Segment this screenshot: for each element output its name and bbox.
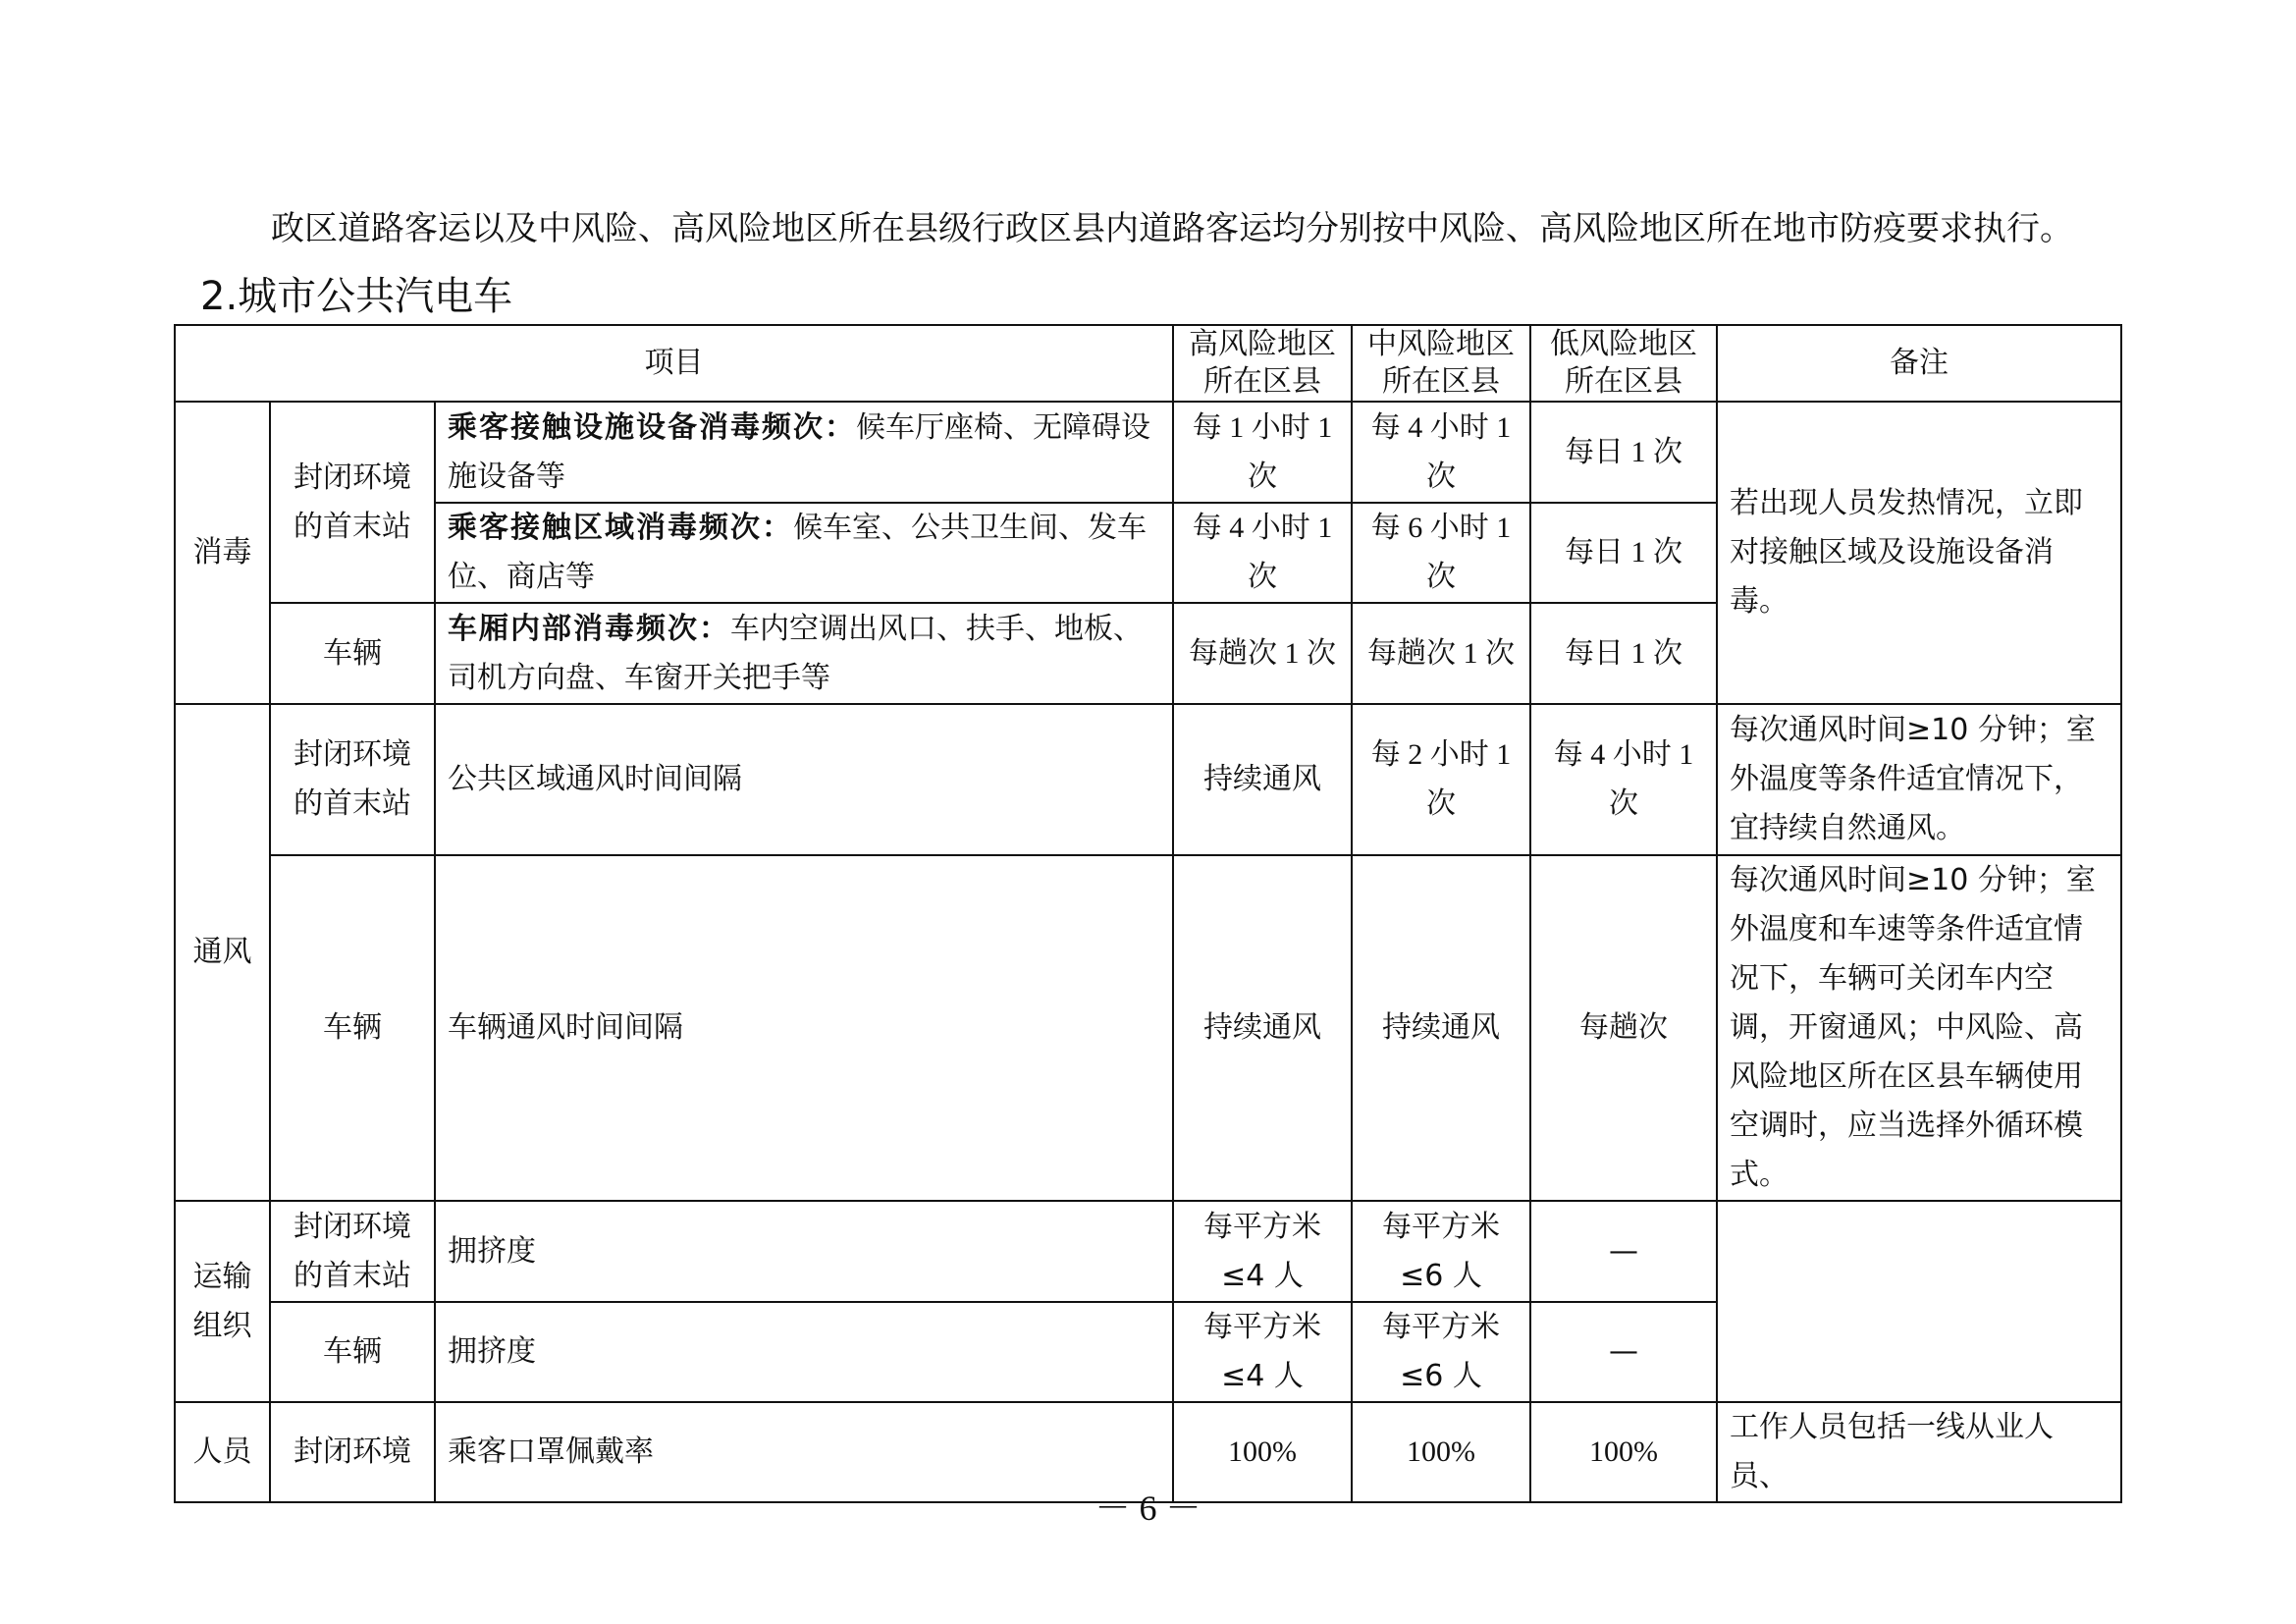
mid-cell: 持续通风 <box>1352 855 1530 1201</box>
low-cell: 每日 1 次 <box>1530 402 1717 503</box>
high-cell: 每 4 小时 1 次 <box>1173 503 1352 603</box>
section-title: 2.城市公共汽电车 <box>200 274 513 319</box>
table-row <box>175 704 2121 855</box>
low-cell: 每日 1 次 <box>1530 503 1717 603</box>
low-cell: 每趟次 <box>1530 855 1717 1201</box>
item-bold-label: 车厢内部消毒频次： <box>448 611 730 646</box>
table-row <box>175 855 2121 1201</box>
category-ventilation: 通风 <box>175 704 270 1201</box>
mid-cell: 每趟次 1 次 <box>1352 603 1530 704</box>
header-low: 低风险地区所在区县 <box>1530 325 1717 402</box>
header-mid: 中风险地区所在区县 <box>1352 325 1530 402</box>
mid-cell: 每 6 小时 1 次 <box>1352 503 1530 603</box>
location-cell: 封闭环境的首末站 <box>270 1201 435 1302</box>
item-bold-label: 乘客接触区域消毒频次： <box>448 511 793 545</box>
high-cell: 每平方米≤4 人 <box>1173 1302 1352 1402</box>
item-bold-label: 乘客接触设施设备消毒频次： <box>448 409 856 445</box>
header-note: 备注 <box>1717 325 2121 402</box>
high-cell: 每趟次 1 次 <box>1173 603 1352 704</box>
page-number: － 6 － <box>1095 1489 1201 1528</box>
high-cell: 每平方米≤4 人 <box>1173 1201 1352 1302</box>
table-row <box>175 402 2121 503</box>
table-row <box>175 1201 2121 1302</box>
note-cell: 工作人员包括一线从业人员、 <box>1717 1402 2121 1502</box>
bus-epidemic-table <box>174 324 2122 1503</box>
category-disinfect: 消毒 <box>175 402 270 704</box>
low-cell: — <box>1530 1201 1717 1302</box>
item-cell: 拥挤度 <box>435 1201 1173 1302</box>
item-cell: 车辆通风时间间隔 <box>435 855 1173 1201</box>
mid-cell: 每 2 小时 1 次 <box>1352 704 1530 855</box>
item-cell <box>435 603 1173 704</box>
item-text: 候车厅座椅、无障碍设施设备等 <box>448 409 1150 494</box>
mid-cell: 每 4 小时 1 次 <box>1352 402 1530 503</box>
location-cell: 车辆 <box>270 1302 435 1402</box>
item-cell: 乘客口罩佩戴率 <box>435 1402 1173 1502</box>
mid-cell: 100% <box>1352 1402 1530 1502</box>
item-text: 候车室、公共卫生间、发车位、商店等 <box>448 511 1147 594</box>
high-cell: 持续通风 <box>1173 855 1352 1201</box>
category-transport: 运输组织 <box>175 1201 270 1402</box>
location-cell: 封闭环境 <box>270 1402 435 1502</box>
note-cell <box>1717 1201 2121 1402</box>
intro-paragraph: 政区道路客运以及中风险、高风险地区所在县级行政区县内道路客运均分别按中风险、高风险地区所在地市防疫要求执行。 <box>271 209 2073 248</box>
mid-cell: 每平方米≤6 人 <box>1352 1201 1530 1302</box>
item-cell <box>435 503 1173 603</box>
location-cell: 车辆 <box>270 603 435 704</box>
low-cell: 100% <box>1530 1402 1717 1502</box>
location-cell: 封闭环境的首末站 <box>270 402 435 603</box>
high-cell: 每 1 小时 1 次 <box>1173 402 1352 503</box>
item-text: 车内空调出风口、扶手、地板、司机方向盘、车窗开关把手等 <box>448 611 1143 695</box>
note-cell: 若出现人员发热情况，立即对接触区域及设施设备消毒。 <box>1717 402 2121 704</box>
header-item: 项目 <box>175 325 1173 402</box>
high-cell: 100% <box>1173 1402 1352 1502</box>
low-cell: 每日 1 次 <box>1530 603 1717 704</box>
mid-cell: 每平方米≤6 人 <box>1352 1302 1530 1402</box>
header-high: 高风险地区所在区县 <box>1173 325 1352 402</box>
low-cell: — <box>1530 1302 1717 1402</box>
high-cell: 持续通风 <box>1173 704 1352 855</box>
item-cell: 公共区域通风时间间隔 <box>435 704 1173 855</box>
header-row <box>175 325 2121 402</box>
item-cell: 拥挤度 <box>435 1302 1173 1402</box>
category-personnel: 人员 <box>175 1402 270 1502</box>
low-cell: 每 4 小时 1 次 <box>1530 704 1717 855</box>
location-cell: 封闭环境的首末站 <box>270 704 435 855</box>
item-cell <box>435 402 1173 503</box>
location-cell: 车辆 <box>270 855 435 1201</box>
note-cell: 每次通风时间≥10 分钟；室外温度等条件适宜情况下，宜持续自然通风。 <box>1717 704 2121 855</box>
note-cell: 每次通风时间≥10 分钟；室外温度和车速等条件适宜情况下，车辆可关闭车内空调，开窗通风；中风险、高风险地区所在区县车辆使用空调时，应当选择外循环模式。 <box>1717 855 2121 1201</box>
